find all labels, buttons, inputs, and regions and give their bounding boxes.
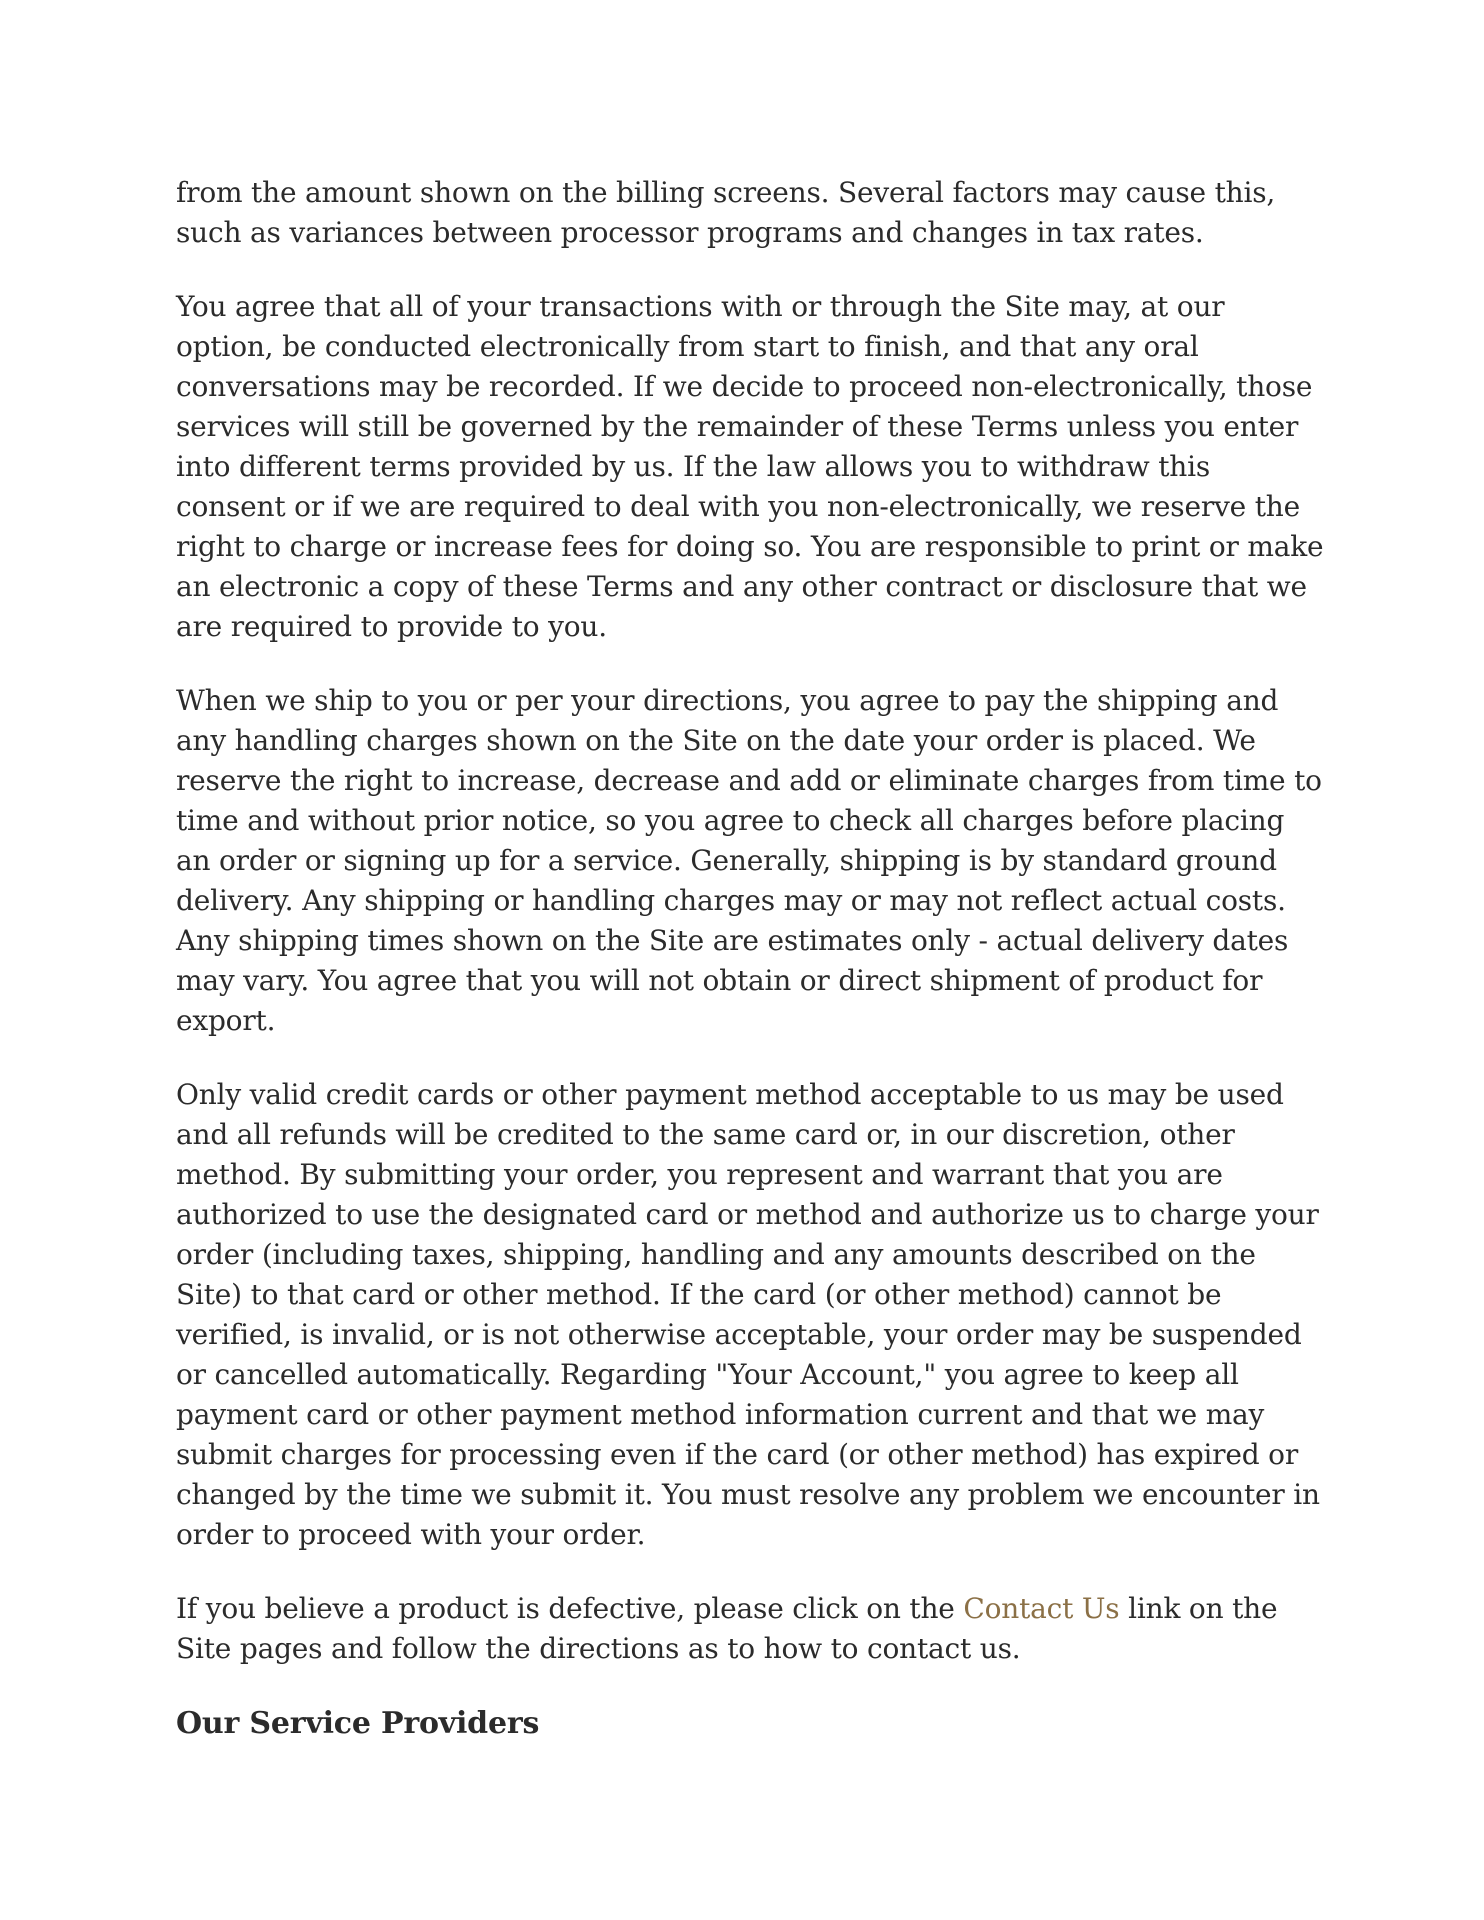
contact-us-link[interactable]: Contact Us — [963, 1592, 1120, 1625]
paragraph-shipping-charges: When we ship to you or per your directions, you agree to pay the shipping and any handling charges shown on the Site on the date your order is placed. We reserve the right to increase, decrease and add or eliminate charges from time to time and without prior notice, so you agree to check all charges before placing an order or signing up for a service. Generally, shipping is by standard ground delivery. Any shipping or handling charges may or may not reflect actual costs. Any shipping times shown on the Site are estimates only - actual delivery dates may vary. You agree that you will not obtain or direct shipment of product for export. — [176, 684, 1322, 1037]
paragraph-defective-product — [176, 1589, 1326, 1669]
document-page — [176, 173, 1326, 1745]
paragraph-payment-methods: Only valid credit cards or other payment method acceptable to us may be used and all refunds will be credited to the same card or, in our discretion, other method. By submitting your order, you represent and warrant that you are authorized to use the designated card or method and authorize us to charge your order (including taxes, shipping, handling and any amounts described on the Site) to that card or other method. If the card (or other method) cannot be verified, is invalid, or is not otherwise acceptable, your order may be suspended or cancelled automatically. Regarding "Your Account," you agree to keep all payment card or other payment method information current and that we may submit charges for processing even if the card (or other method) has expired or changed by the time we submit it. You must resolve any problem we encounter in order to proceed with your order. — [176, 1078, 1320, 1551]
paragraph-electronic-transactions: You agree that all of your transactions with or through the Site may, at our option, be conducted electronically from start to finish, and that any oral conversations may be recorded. If we decide to proceed non-electronically, those services will still be governed by the remainder of these Terms unless you enter into different terms provided by us. If the law allows you to withdraw this consent or if we are required to deal with you non-electronically, we reserve the right to charge or increase fees for doing so. You are responsible to print or make an electronic a copy of these Terms and any other contract or disclosure that we are required to provide to you. — [176, 290, 1324, 643]
paragraph-billing-variance: from the amount shown on the billing screens. Several factors may cause this, such as variances between processor programs and changes in tax rates. — [176, 176, 1276, 249]
defective-text-after: link on the Site pages and follow the directions as to how to contact us. — [176, 1592, 1278, 1665]
defective-text-before: If you believe a product is defective, please click on the — [176, 1592, 964, 1625]
section-heading-service-providers: Our Service Providers — [176, 1706, 540, 1741]
